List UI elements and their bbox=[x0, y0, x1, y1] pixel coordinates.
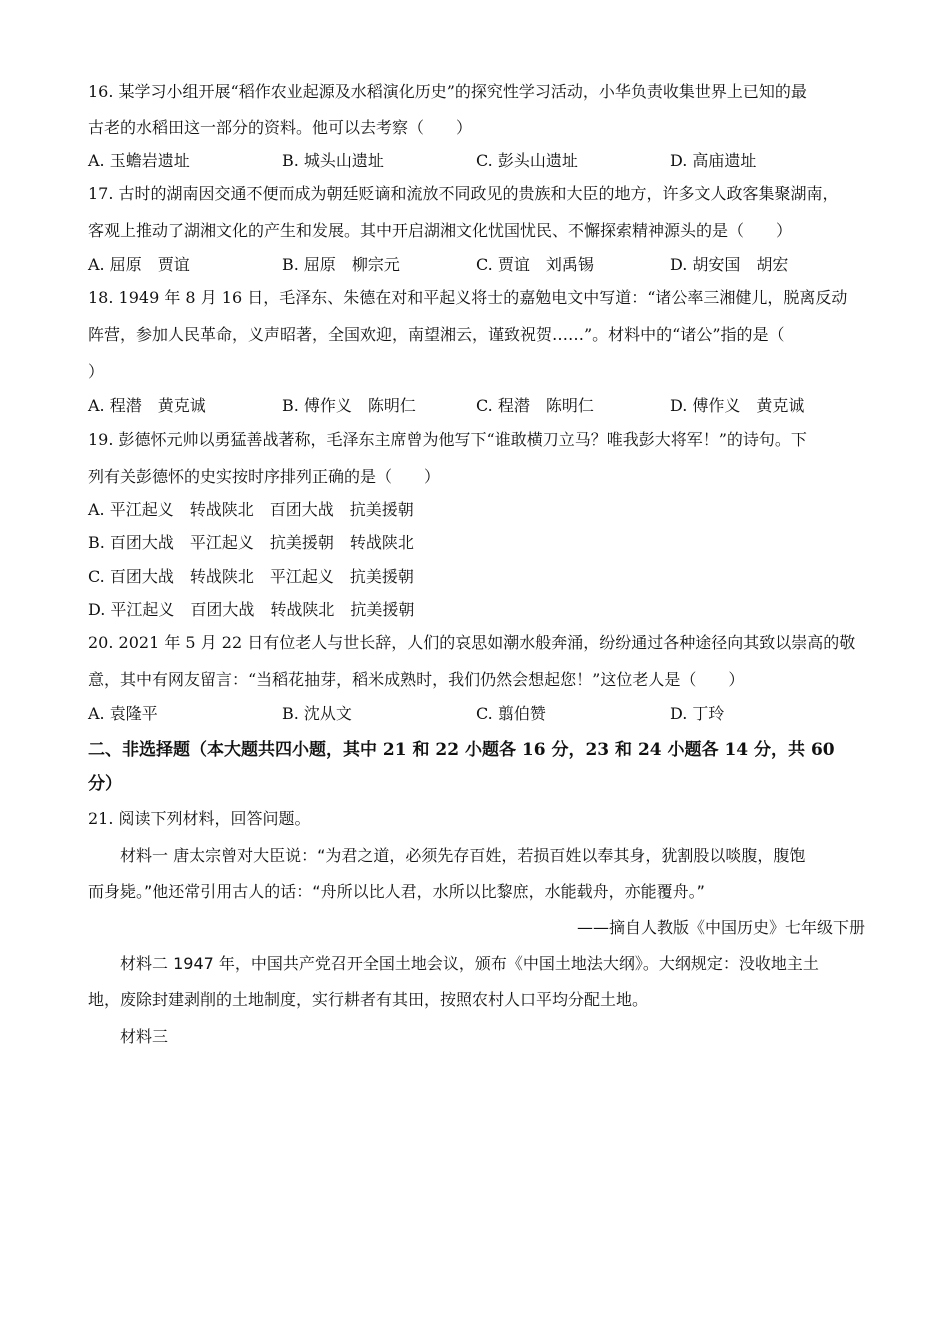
q17-option-d: D. 胡安国 胡宏 bbox=[670, 255, 789, 274]
q17-stem-line2: 客观上推动了湖湘文化的产生和发展。其中开启湖湘文化忧国忧民、不懈探索精神源头的是（ ） bbox=[88, 221, 793, 240]
q17-option-b: B. 屈原 柳宗元 bbox=[282, 255, 400, 274]
q18-stem-line1: 18. 1949 年 8 月 16 日，毛泽东、朱德在对和平起义将士的嘉勉电文中写道：“诸公率三湘健儿，脱离反动 bbox=[88, 288, 848, 307]
q19-option-d: D. 平江起义 百团大战 转战陕北 抗美援朝 bbox=[88, 600, 415, 619]
q20-option-d: D. 丁玲 bbox=[670, 704, 725, 723]
q18-option-c: C. 程潜 陈明仁 bbox=[476, 396, 594, 415]
q19-stem-line2: 列有关彭德怀的史实按时序排列正确的是（ ） bbox=[88, 467, 441, 486]
q16-option-b: B. 城头山遗址 bbox=[282, 151, 384, 170]
q21-material2-line2: 地，废除封建剥削的土地制度，实行耕者有其田，按照农村人口平均分配土地。 bbox=[88, 990, 649, 1009]
q20-stem-line2: 意，其中有网友留言：“当稻花抽芽，稻米成熟时，我们仍然会想起您！”这位老人是（ ） bbox=[88, 670, 745, 689]
q18-option-d: D. 傅作义 黄克诚 bbox=[670, 396, 805, 415]
q18-stem-line2: 阵营，参加人民革命，义声昭著，全国欢迎，南望湘云，谨致祝贺……”。材料中的“诸公”指的是（ bbox=[88, 325, 785, 344]
q21-material2-line1: 材料二 1947 年，中国共产党召开全国土地会议，颁布《中国土地法大纲》。大纲规定：没收地主土 bbox=[120, 954, 819, 973]
q20-option-c: C. 翦伯赞 bbox=[476, 704, 546, 723]
q17-option-c: C. 贾谊 刘禹锡 bbox=[476, 255, 594, 274]
q16-stem-line1: 16. 某学习小组开展“稻作农业起源及水稻演化历史”的探究性学习活动，小华负责收集世界上已知的最 bbox=[88, 82, 807, 101]
section2-heading-line1: 二、非选择题（本大题共四小题，其中 21 和 22 小题各 16 分，23 和 24 小题各 14 分，共 60 bbox=[88, 740, 835, 760]
q21-intro: 21. 阅读下列材料，回答问题。 bbox=[88, 809, 311, 828]
q21-material1-line2: 而身毙。”他还常引用古人的话：“舟所以比人君，水所以比黎庶，水能载舟，亦能覆舟。” bbox=[88, 882, 705, 901]
q16-option-d: D. 高庙遗址 bbox=[670, 151, 757, 170]
q20-stem-line1: 20. 2021 年 5 月 22 日有位老人与世长辞，人们的哀思如潮水般奔涌，纷纷通过各种途径向其致以崇高的敬 bbox=[88, 633, 856, 652]
q19-stem-line1: 19. 彭德怀元帅以勇猛善战著称，毛泽东主席曾为他写下“谁敢横刀立马？唯我彭大将军！”的诗句。下 bbox=[88, 430, 807, 449]
q19-option-b: B. 百团大战 平江起义 抗美援朝 转战陕北 bbox=[88, 533, 414, 552]
q17-option-a: A. 屈原 贾谊 bbox=[88, 255, 190, 274]
q16-option-a: A. 玉蟾岩遗址 bbox=[88, 151, 190, 170]
q19-option-a: A. 平江起义 转战陕北 百团大战 抗美援朝 bbox=[88, 500, 414, 519]
section2-heading-line2: 分） bbox=[88, 774, 122, 794]
q17-stem-line1: 17. 古时的湖南因交通不便而成为朝廷贬谪和流放不同政见的贵族和大臣的地方，许多文人政客集聚湖南， bbox=[88, 184, 839, 203]
q21-material3-label: 材料三 bbox=[120, 1027, 169, 1046]
q21-material1-line1: 材料一 唐太宗曾对大臣说：“为君之道，必须先存百姓，若损百姓以奉其身，犹割股以啖腹，腹饱 bbox=[120, 846, 806, 865]
q18-option-a: A. 程潜 黄克诚 bbox=[88, 396, 206, 415]
q16-stem-line2: 古老的水稻田这一部分的资料。他可以去考察（ ） bbox=[88, 118, 473, 137]
q16-option-c: C. 彭头山遗址 bbox=[476, 151, 578, 170]
q18-option-b: B. 傅作义 陈明仁 bbox=[282, 396, 416, 415]
q21-material1-source: ——摘自人教版《中国历史》七年级下册 bbox=[576, 918, 865, 937]
q20-option-a: A. 袁隆平 bbox=[88, 704, 158, 723]
q19-option-c: C. 百团大战 转战陕北 平江起义 抗美援朝 bbox=[88, 567, 414, 586]
q18-stem-line3: ） bbox=[88, 362, 105, 381]
q20-option-b: B. 沈从文 bbox=[282, 704, 352, 723]
